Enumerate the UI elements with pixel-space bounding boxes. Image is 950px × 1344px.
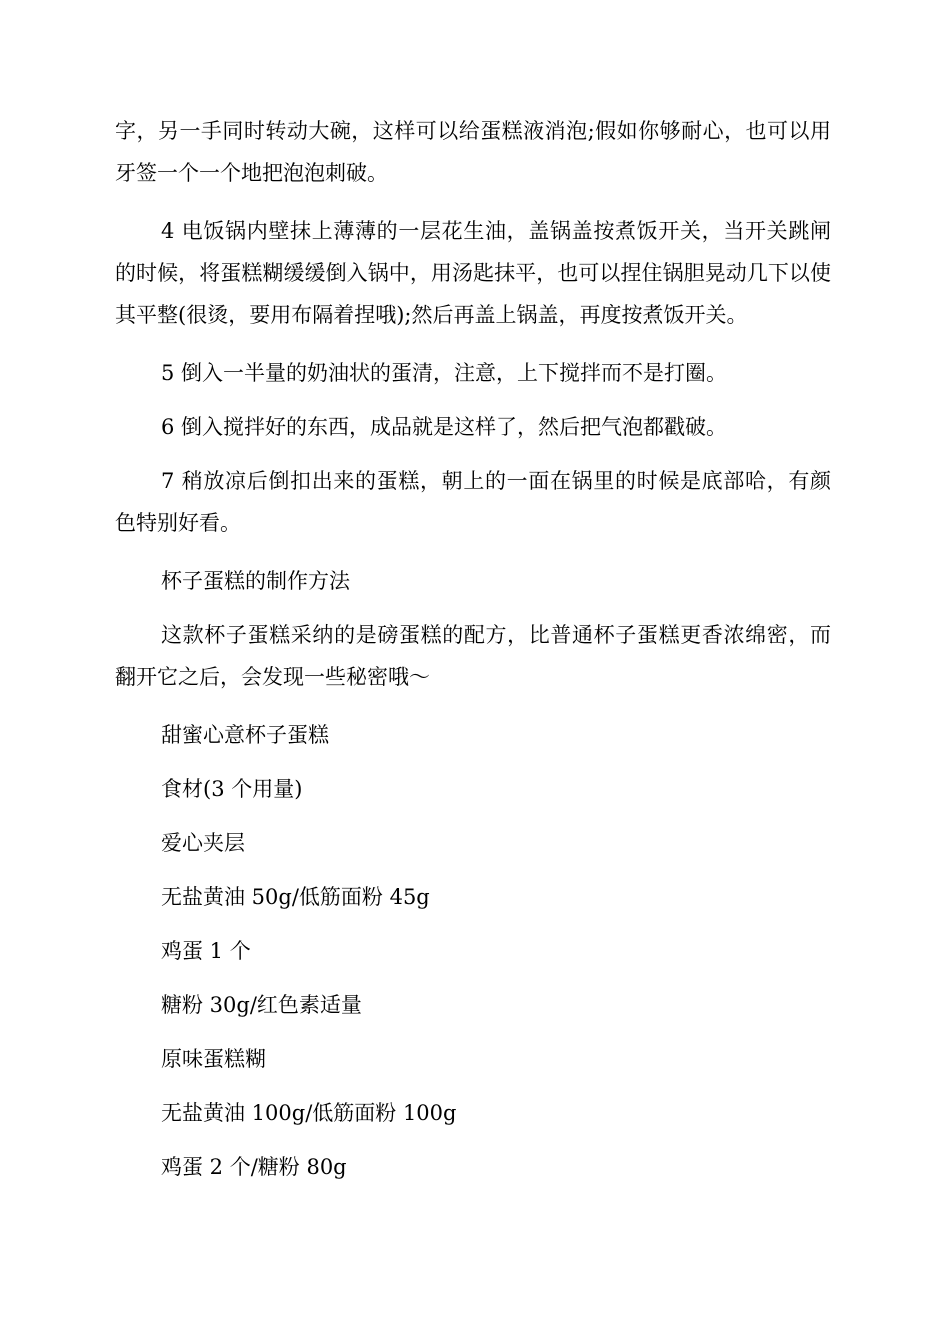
paragraph-step-4: 4 电饭锅内壁抹上薄薄的一层花生油，盖锅盖按煮饭开关，当开关跳闸的时候，将蛋糕糊缓缓倒入锅中，用汤匙抹平，也可以捏住锅胆晃动几下以使其平整(很烫，要用布隔着捏哦);然后再盖上锅盖，再度按煮饭开关。	[115, 219, 831, 327]
paragraph-continuation: 字，另一手同时转动大碗，这样可以给蛋糕液消泡;假如你够耐心，也可以用牙签一个一个地把泡泡刺破。	[115, 119, 831, 185]
ingredient-item: 无盐黄油 100g/低筋面粉 100g	[161, 1101, 457, 1125]
paragraph-step-7: 7 稍放凉后倒扣出来的蛋糕，朝上的一面在锅里的时候是底部哈，有颜色特别好看。	[115, 469, 831, 535]
ingredient-group-plain-batter: 原味蛋糕糊	[161, 1047, 266, 1071]
paragraph-step-5: 5 倒入一半量的奶油状的蛋清，注意，上下搅拌而不是打圈。	[161, 361, 728, 385]
ingredient-item: 鸡蛋 2 个/糖粉 80g	[161, 1155, 347, 1179]
ingredient-item: 糖粉 30g/红色素适量	[161, 993, 362, 1017]
ingredient-item: 无盐黄油 50g/低筋面粉 45g	[161, 885, 430, 909]
section-heading-cupcake-method: 杯子蛋糕的制作方法	[161, 569, 350, 593]
ingredient-group-heart-filling: 爱心夹层	[161, 831, 245, 855]
document-body	[115, 110, 831, 1200]
paragraph-cupcake-intro: 这款杯子蛋糕采纳的是磅蛋糕的配方，比普通杯子蛋糕更香浓绵密，而翻开它之后，会发现一些秘密哦～	[115, 623, 831, 689]
ingredients-heading: 食材(3 个用量)	[161, 777, 303, 801]
paragraph-step-6: 6 倒入搅拌好的东西，成品就是这样了，然后把气泡都戳破。	[161, 415, 728, 439]
recipe-title: 甜蜜心意杯子蛋糕	[161, 723, 329, 747]
ingredient-item: 鸡蛋 1 个	[161, 939, 251, 963]
